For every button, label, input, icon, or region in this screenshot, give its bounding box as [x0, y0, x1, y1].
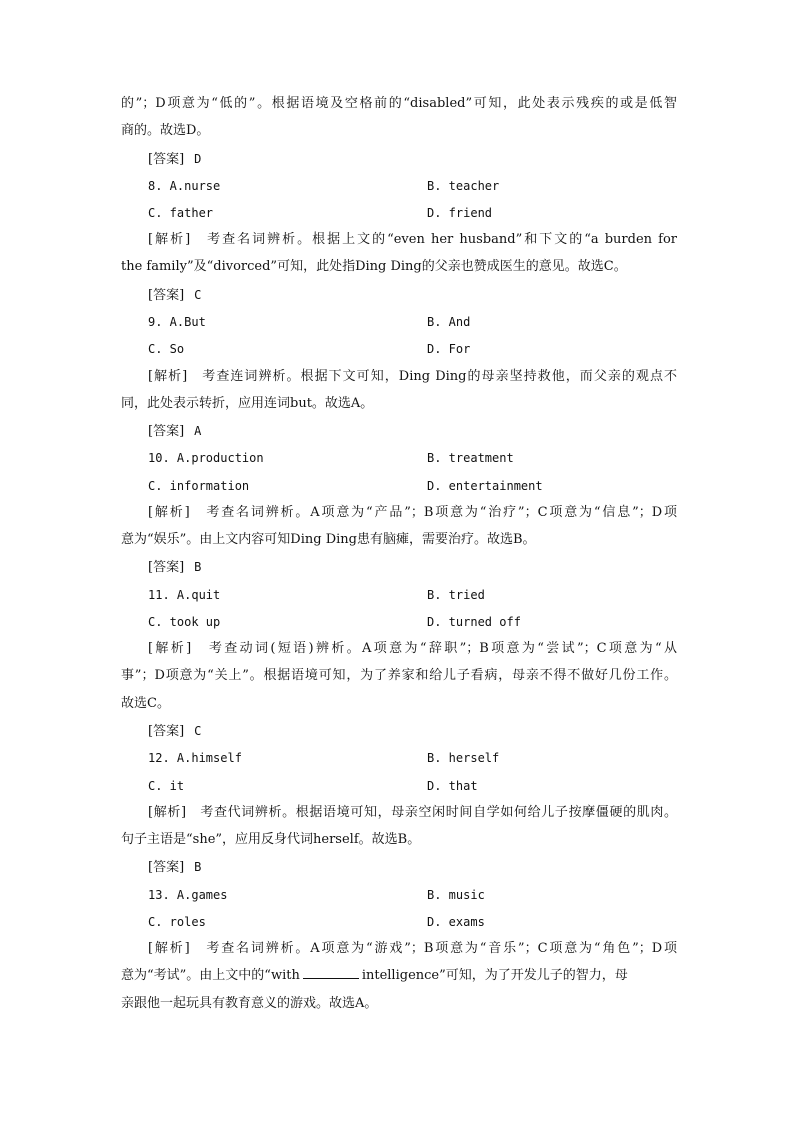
- question-11-option-c: C. took up: [148, 615, 221, 629]
- question-8-option-a: 8. A.nurse: [148, 179, 221, 193]
- explanation-q13-line-2-before-blank: 意为“考试”。由上文中的“with: [121, 968, 300, 983]
- question-9-option-d: D. For: [427, 342, 471, 356]
- explanation-q13-line-1: [解析] 考查名词辨析。A项意为“游戏”；B项意为“音乐”；C项意为“角色”；D项: [148, 941, 677, 956]
- explanation-q11-line-3: 故选C。: [121, 696, 170, 711]
- question-11-option-a: 11. A.quit: [148, 588, 221, 602]
- answer-value: B: [194, 560, 202, 574]
- answer-label: [答案]: [148, 288, 185, 303]
- question-11-option-b: B. tried: [427, 588, 485, 602]
- question-10-option-c: C. information: [148, 479, 250, 493]
- answer-label: [答案]: [148, 424, 185, 439]
- answer-label: [答案]: [148, 152, 185, 167]
- explanation-q12-line-2: 句子主语是“she”，应用反身代词herself。故选B。: [121, 832, 421, 847]
- question-12-option-a: 12. A.himself: [148, 751, 242, 765]
- answer-value: C: [194, 724, 202, 738]
- explanation-q11-line-1: [解析] 考查动词(短语)辨析。A项意为“辞职”；B项意为“尝试”；C项意为“从: [148, 641, 677, 656]
- answer-value: C: [194, 288, 202, 302]
- answer-value: A: [194, 424, 202, 438]
- explanation-q7-line-1: 的”；D项意为“低的”。根据语境及空格前的“disabled”可知，此处表示残疾的或是低智: [121, 96, 677, 111]
- explanation-q10-line-1: [解析] 考查名词辨析。A项意为“产品”；B项意为“治疗”；C项意为“信息”；D项: [148, 505, 677, 520]
- explanation-q12-line-1: [解析] 考查代词辨析。根据语境可知，母亲空闲时间自学如何给儿子按摩僵硬的肌肉。: [148, 805, 677, 820]
- question-13-option-a: 13. A.games: [148, 888, 228, 902]
- answer-label: [答案]: [148, 724, 185, 739]
- answer-q11: [148, 721, 677, 741]
- explanation-q13-line-3: 亲跟他一起玩具有教育意义的游戏。故选A。: [121, 996, 378, 1011]
- fill-in-blank: [303, 966, 359, 979]
- question-10-option-a: 10. A.production: [148, 451, 264, 465]
- question-13-option-c: C. roles: [148, 915, 206, 929]
- answer-q8: [148, 285, 677, 305]
- explanation-q9-line-1: [解析] 考查连词辨析。根据下文可知，Ding Ding的母亲坚持救他，而父亲的观点不: [148, 369, 677, 384]
- answer-q12: [148, 857, 677, 877]
- explanation-q8-line-1: [解析] 考查名词辨析。根据上文的“even her husband”和下文的“a burden for: [148, 232, 677, 247]
- answer-label: [答案]: [148, 860, 185, 875]
- explanation-q13-line-2-after-blank: intelligence”可知，为了开发儿子的智力，母: [361, 968, 628, 983]
- answer-value: D: [194, 152, 202, 166]
- question-10-option-b: B. treatment: [427, 451, 514, 465]
- explanation-q13-line-2: [121, 966, 677, 986]
- explanation-q8-line-2: the family”及“divorced”可知，此处指Ding Ding的父亲也赞成医生的意见。故选C。: [121, 259, 627, 274]
- question-9-option-b: B. And: [427, 315, 471, 329]
- question-9-option-a: 9. A.But: [148, 315, 206, 329]
- question-13-option-d: D. exams: [427, 915, 485, 929]
- question-12-option-c: C. it: [148, 779, 185, 793]
- explanation-q7-line-2: 商的。故选D。: [121, 123, 210, 138]
- answer-q7: [148, 149, 677, 169]
- explanation-q11-line-2: 事”；D项意为“关上”。根据语境可知，为了养家和给儿子看病，母亲不得不做好几份工作。: [121, 668, 677, 683]
- question-8-option-d: D. friend: [427, 206, 493, 220]
- question-8-option-b: B. teacher: [427, 179, 500, 193]
- question-9-option-c: C. So: [148, 342, 185, 356]
- answer-label: [答案]: [148, 560, 185, 575]
- question-13-option-b: B. music: [427, 888, 485, 902]
- answer-q9: [148, 421, 677, 441]
- answer-value: B: [194, 860, 202, 874]
- question-12-option-b: B. herself: [427, 751, 500, 765]
- answer-q10: [148, 557, 677, 577]
- explanation-q10-line-2: 意为“娱乐”。由上文内容可知Ding Ding患有脑瘫，需要治疗。故选B。: [121, 532, 536, 547]
- question-8-option-c: C. father: [148, 206, 214, 220]
- question-10-option-d: D. entertainment: [427, 479, 543, 493]
- explanation-q9-line-2: 同，此处表示转折，应用连词but。故选A。: [121, 396, 374, 411]
- question-11-option-d: D. turned off: [427, 615, 521, 629]
- question-12-option-d: D. that: [427, 779, 478, 793]
